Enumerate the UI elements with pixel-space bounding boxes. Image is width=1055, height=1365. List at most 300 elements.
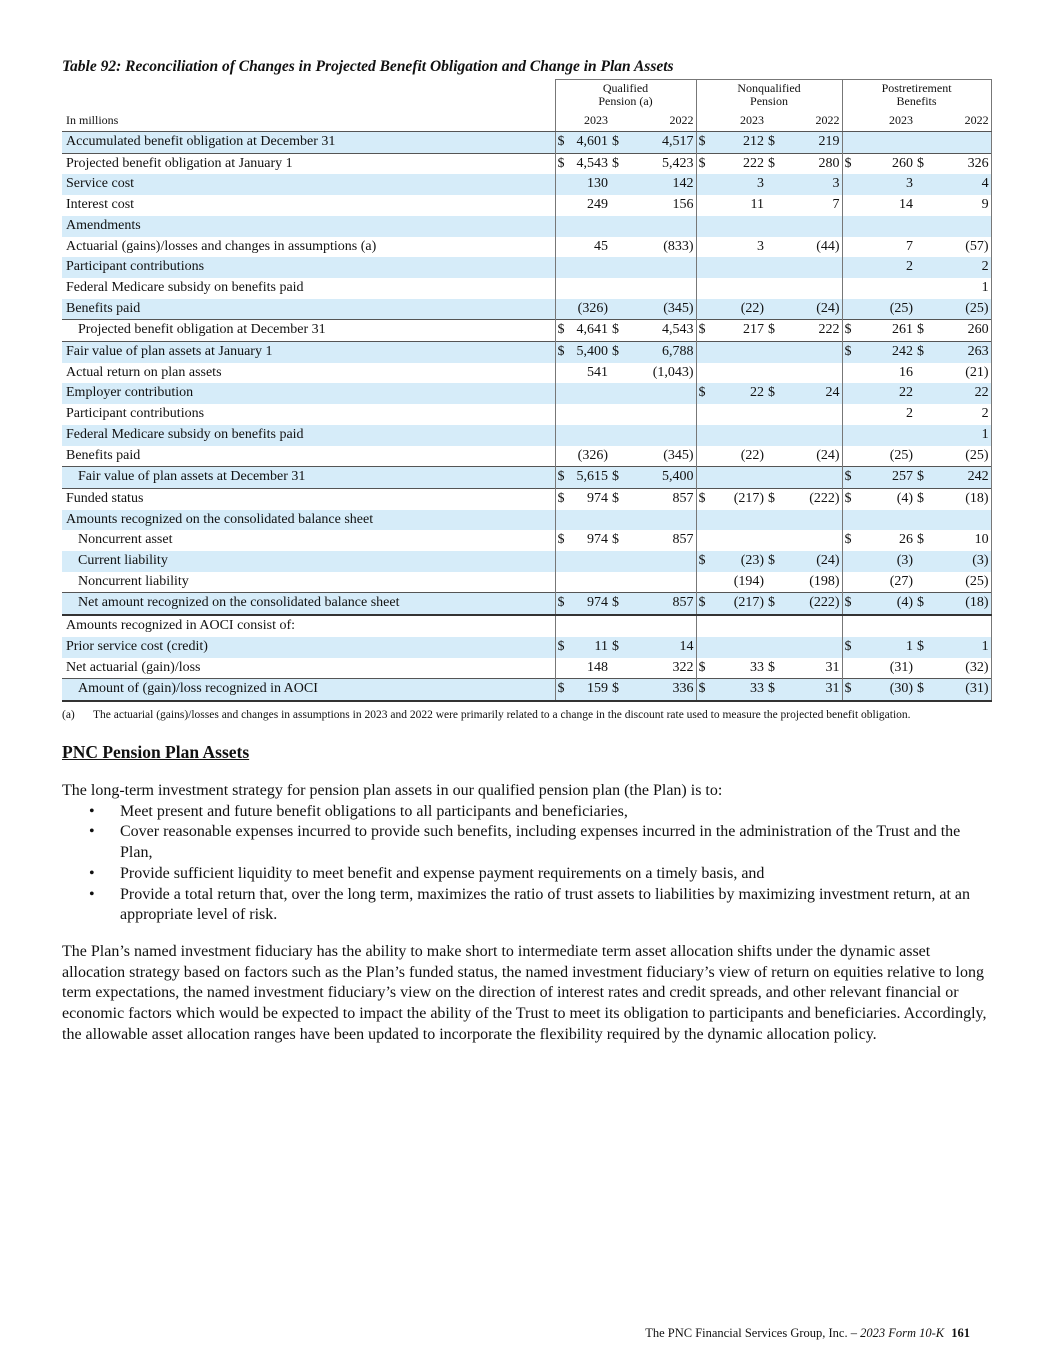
cell-value: [784, 278, 842, 299]
cell-value: 1: [859, 637, 915, 658]
cell-value: (222): [784, 488, 842, 509]
cell-value: 1: [933, 278, 991, 299]
list-item: [62, 864, 992, 885]
currency-symbol: [696, 299, 714, 320]
currency-symbol: $: [917, 532, 925, 548]
cell-value: 22: [933, 383, 991, 404]
cell-value: (326): [572, 299, 610, 320]
cell-value: 16: [899, 364, 914, 380]
currency-symbol: $: [766, 320, 784, 342]
row-label: Federal Medicare subsidy on benefits paid: [62, 425, 555, 446]
row-label: Federal Medicare subsidy on benefits paid: [66, 279, 304, 295]
table-row: [62, 257, 991, 278]
cell-value: (326): [577, 447, 608, 463]
cell-value: 242: [859, 342, 915, 363]
cell-value: 2: [906, 406, 914, 422]
cell-value: [628, 425, 696, 446]
row-label: Participant contributions: [66, 406, 205, 422]
cell-value: (4): [859, 593, 915, 615]
currency-symbol: [555, 174, 572, 195]
table-row: [62, 551, 991, 572]
cell-value: [859, 425, 915, 446]
cell-value: [933, 615, 991, 637]
bullet-marker: •: [89, 864, 95, 882]
currency-symbol: $: [555, 488, 572, 509]
cell-value: 6,788: [628, 342, 696, 363]
currency-symbol: [696, 278, 714, 299]
cell-value: [859, 278, 915, 299]
currency-symbol: $: [915, 320, 933, 342]
cell-value: [784, 510, 842, 531]
currency-symbol: $: [915, 342, 933, 363]
table-row: [62, 572, 991, 593]
cell-value: 260: [859, 153, 915, 174]
currency-symbol: [915, 425, 933, 446]
cell-value: 33: [714, 679, 766, 701]
currency-symbol: $: [915, 637, 933, 658]
cell-value: 857: [628, 488, 696, 509]
currency-symbol: [555, 572, 572, 593]
list-item: [62, 822, 992, 863]
cell-value: [784, 257, 842, 278]
cell-value: [859, 132, 915, 154]
cell-value: 7: [906, 238, 914, 254]
cell-value: (21): [933, 363, 991, 384]
currency-symbol: [555, 446, 572, 467]
cell-value: 3: [714, 174, 766, 195]
cell-value: [859, 510, 915, 531]
cell-value: (22): [714, 299, 766, 320]
currency-symbol: [842, 257, 859, 278]
currency-symbol: [555, 363, 572, 384]
currency-symbol: [766, 174, 784, 195]
table-row: [62, 153, 991, 174]
page-footer: [645, 1326, 970, 1341]
currency-symbol: [696, 195, 714, 216]
row-label: Accumulated benefit obligation at December 31: [62, 132, 555, 154]
cell-value: 148: [587, 659, 608, 675]
cell-value: 219: [784, 132, 842, 154]
row-label: Current liability: [62, 551, 555, 572]
cell-value: [784, 615, 842, 637]
cell-value: [859, 216, 915, 237]
currency-symbol: [696, 467, 714, 489]
cell-value: 249: [587, 197, 608, 213]
currency-symbol: $: [610, 593, 628, 615]
currency-symbol: [915, 446, 933, 467]
list-item: [62, 885, 992, 926]
currency-symbol: $: [555, 637, 572, 658]
table-row: [62, 278, 991, 299]
currency-symbol: $: [915, 593, 933, 615]
currency-symbol: [842, 615, 859, 637]
cell-value: [714, 216, 766, 237]
row-label: Noncurrent liability: [78, 573, 189, 589]
cell-value: 156: [672, 197, 694, 213]
table-row: [62, 195, 991, 216]
cell-value: 9: [933, 195, 991, 216]
table-row: [62, 593, 991, 615]
currency-symbol: $: [555, 593, 572, 615]
currency-symbol: $: [842, 320, 859, 342]
cell-value: [784, 342, 842, 363]
table-row: [62, 132, 991, 154]
cell-value: 222: [784, 320, 842, 342]
currency-symbol: [696, 510, 714, 531]
row-label: Projected benefit obligation at December 31: [62, 320, 555, 342]
currency-symbol: [610, 551, 628, 572]
currency-symbol: [842, 404, 859, 425]
currency-symbol: [915, 383, 933, 404]
table-group-header-row: [62, 80, 991, 111]
currency-symbol: [766, 637, 784, 658]
currency-symbol: [842, 132, 859, 154]
currency-symbol: $: [696, 132, 714, 154]
cell-value: [572, 216, 610, 237]
bullet-marker: •: [89, 885, 95, 903]
cell-value: [572, 572, 610, 593]
table-row: [62, 530, 991, 551]
cell-value: (32): [933, 658, 991, 679]
currency-symbol: [915, 174, 933, 195]
currency-symbol: $: [555, 467, 572, 489]
cell-value: [714, 467, 766, 489]
row-label: Amendments: [62, 216, 555, 237]
strategy-bullet-list: [62, 802, 992, 926]
currency-symbol: [555, 404, 572, 425]
currency-symbol: [766, 257, 784, 278]
cell-value: 33: [750, 659, 765, 675]
currency-symbol: $: [842, 342, 859, 363]
cell-value: 14: [899, 197, 914, 213]
currency-symbol: [555, 383, 572, 404]
cell-value: [628, 510, 696, 531]
currency-symbol: [696, 425, 714, 446]
cell-value: [628, 572, 696, 593]
cell-value: 22: [859, 383, 915, 404]
currency-symbol: $: [915, 153, 933, 174]
table-row: [62, 237, 991, 258]
footer-form: 2023 Form 10-K: [860, 1326, 945, 1340]
table-title: Table 92: Reconciliation of Changes in Projected Benefit Obligation and Change in Plan Assets: [62, 58, 674, 75]
cell-value: [784, 404, 842, 425]
cell-value: [933, 216, 991, 237]
currency-symbol: [766, 195, 784, 216]
currency-symbol: [842, 383, 859, 404]
cell-value: 222: [714, 153, 766, 174]
cell-value: (24): [784, 446, 842, 467]
bullet-text: Meet present and future benefit obligations to all participants and beneficiaries,: [120, 802, 628, 820]
currency-symbol: $: [610, 132, 628, 154]
row-label: Participant contributions: [62, 257, 555, 278]
cell-value: 857: [628, 593, 696, 615]
currency-symbol: $: [696, 593, 714, 615]
currency-symbol: [915, 404, 933, 425]
cell-value: 326: [933, 153, 991, 174]
currency-symbol: [555, 195, 572, 216]
cell-value: (57): [933, 237, 991, 258]
cell-value: (22): [740, 447, 765, 463]
currency-symbol: [696, 572, 714, 593]
currency-symbol: $: [610, 320, 628, 342]
currency-symbol: [766, 278, 784, 299]
cell-value: [714, 342, 766, 363]
footnote-text: The actuarial (gains)/losses and changes in assumptions in 2023 and 2022 were primarily related to a change in the discount rate used to measure the projected benefit obligation.: [93, 708, 911, 721]
cell-value: 11: [750, 197, 765, 213]
currency-symbol: [610, 195, 628, 216]
table-row: [62, 299, 991, 320]
cell-value: [784, 216, 842, 237]
cell-value: 5,400: [628, 467, 696, 489]
currency-symbol: [915, 299, 933, 320]
table-row: [62, 510, 991, 531]
cell-value: 142: [628, 174, 696, 195]
currency-symbol: $: [612, 532, 619, 548]
currency-symbol: [766, 467, 784, 489]
year-header: 2023: [696, 110, 766, 132]
table-row: [62, 342, 991, 363]
currency-symbol: [842, 446, 859, 467]
currency-symbol: $: [696, 658, 714, 679]
currency-symbol: [696, 404, 714, 425]
cell-value: (217): [714, 593, 766, 615]
cell-value: (217): [714, 488, 766, 509]
group-header-postretirement: Postretirement Benefits: [842, 80, 991, 111]
currency-symbol: [915, 363, 933, 384]
currency-symbol: [610, 278, 628, 299]
currency-symbol: $: [555, 153, 572, 174]
year-header: 2022: [610, 110, 696, 132]
cell-value: (222): [784, 593, 842, 615]
cell-value: 217: [714, 320, 766, 342]
cell-value: 2: [933, 404, 991, 425]
table-row: [62, 658, 991, 679]
currency-symbol: $: [555, 342, 572, 363]
currency-symbol: [610, 299, 628, 320]
cell-value: [933, 510, 991, 531]
row-label: Funded status: [62, 488, 555, 509]
cell-value: (833): [663, 238, 694, 254]
currency-symbol: [915, 216, 933, 237]
currency-symbol: [555, 510, 572, 531]
currency-symbol: $: [610, 679, 628, 701]
currency-symbol: $: [696, 679, 714, 701]
row-label: Actuarial (gains)/losses and changes in assumptions (a): [66, 238, 377, 254]
table-footnote: [62, 708, 992, 722]
cell-value: 322: [672, 659, 694, 675]
table-row: [62, 425, 991, 446]
currency-symbol: $: [696, 320, 714, 342]
currency-symbol: [915, 132, 933, 154]
currency-symbol: [610, 615, 628, 637]
cell-value: (198): [784, 572, 842, 593]
cell-value: (4): [859, 488, 915, 509]
cell-value: 974: [572, 593, 610, 615]
currency-symbol: [610, 257, 628, 278]
cell-value: [714, 404, 766, 425]
currency-symbol: [915, 551, 933, 572]
currency-symbol: $: [696, 551, 714, 572]
cell-value: [572, 383, 610, 404]
currency-symbol: [555, 237, 572, 258]
table-body: [62, 80, 991, 701]
currency-symbol: $: [555, 679, 572, 701]
cell-value: 242: [933, 467, 991, 489]
currency-symbol: $: [555, 530, 572, 551]
cell-value: [714, 257, 766, 278]
currency-symbol: [842, 510, 859, 531]
cell-value: (1,043): [652, 364, 694, 380]
year-header: 2022: [915, 110, 991, 132]
currency-symbol: $: [768, 659, 776, 675]
cell-value: 260: [933, 320, 991, 342]
cell-value: [784, 637, 842, 658]
cell-value: [784, 467, 842, 489]
currency-symbol: [610, 174, 628, 195]
row-label: Benefits paid: [66, 447, 141, 463]
unit-label: In millions: [62, 110, 555, 132]
cell-value: (345): [663, 447, 694, 463]
cell-value: [784, 363, 842, 384]
currency-symbol: [766, 572, 784, 593]
cell-value: 45: [594, 238, 608, 254]
cell-value: [714, 363, 766, 384]
cell-value: (24): [784, 299, 842, 320]
bullet-text: Provide a total return that, over the long term, maximizes the ratio of trust assets to liabilities by maximizing investment return, at an appropriate level of risk.: [120, 885, 971, 924]
cell-value: 11: [572, 637, 610, 658]
cell-value: [714, 615, 766, 637]
currency-symbol: [696, 257, 714, 278]
currency-symbol: [842, 572, 859, 593]
cell-value: 4,641: [572, 320, 610, 342]
cell-value: (18): [933, 488, 991, 509]
cell-value: [628, 257, 696, 278]
footer-company: The PNC Financial Services Group, Inc. –: [645, 1326, 857, 1340]
currency-symbol: $: [842, 467, 859, 489]
cell-value: 4,543: [572, 153, 610, 174]
currency-symbol: [555, 615, 572, 637]
cell-value: 1: [933, 425, 991, 446]
cell-value: 3: [784, 174, 842, 195]
bullet-marker: •: [89, 823, 95, 841]
year-header: 2023: [555, 110, 610, 132]
year-header: 2022: [766, 110, 842, 132]
currency-symbol: [696, 530, 714, 551]
cell-value: (27): [889, 573, 914, 589]
currency-symbol: [842, 299, 859, 320]
currency-symbol: $: [915, 488, 933, 509]
currency-symbol: [610, 658, 628, 679]
currency-symbol: [610, 572, 628, 593]
cell-value: 24: [784, 383, 842, 404]
cell-value: [628, 551, 696, 572]
cell-value: 212: [714, 132, 766, 154]
cell-value: 4: [933, 174, 991, 195]
currency-symbol: [610, 510, 628, 531]
currency-symbol: [610, 425, 628, 446]
document-page: [62, 58, 992, 1045]
group-header-nonqualified: Nonqualified Pension: [696, 80, 842, 111]
currency-symbol: [555, 216, 572, 237]
cell-value: [628, 216, 696, 237]
row-label: Fair value of plan assets at December 31: [62, 467, 555, 489]
currency-symbol: [555, 551, 572, 572]
section-paragraph: The Plan’s named investment fiduciary has the ability to make short to intermediate term asset allocation shifts under the dynamic asset allocation strategy based on factors such as the Plan’s funded status, the named investment fiduciary’s view of return on equities relative to long term expectations, the named investment fiduciary’s view on the direction of interest rates and credit spreads, and other relevant financial or economic factors which would be expected to impact the ability of the Trust to meet its obligation to participants and beneficiaries. Accordingly, the allowable asset allocation ranges have been updated to incorporate the flexibility required by the dynamic allocation policy.: [62, 942, 987, 1043]
currency-symbol: $: [555, 132, 572, 154]
currency-symbol: $: [696, 383, 714, 404]
cell-value: 974: [587, 532, 608, 548]
row-label: Interest cost: [66, 197, 135, 213]
currency-symbol: [766, 363, 784, 384]
currency-symbol: [610, 237, 628, 258]
cell-value: [628, 404, 696, 425]
page-number: 161: [951, 1326, 970, 1340]
row-label: Amounts recognized on the consolidated balance sheet: [62, 510, 555, 531]
reconciliation-table: [62, 79, 992, 702]
cell-value: [628, 615, 696, 637]
cell-value: (44): [784, 237, 842, 258]
cell-value: (25): [933, 572, 991, 593]
row-label: Amounts recognized in AOCI consist of:: [66, 618, 296, 634]
cell-value: 2: [933, 257, 991, 278]
cell-value: 261: [859, 320, 915, 342]
cell-value: 10: [933, 530, 991, 551]
currency-symbol: $: [842, 637, 859, 658]
currency-symbol: [842, 195, 859, 216]
currency-symbol: [842, 425, 859, 446]
cell-value: (194): [733, 573, 765, 589]
cell-value: [714, 278, 766, 299]
cell-value: (25): [933, 446, 991, 467]
table-row: [62, 363, 991, 384]
bullet-text: Provide sufficient liquidity to meet benefit and expense payment requirements on a timely basis, and: [120, 864, 765, 882]
currency-symbol: [842, 551, 859, 572]
currency-symbol: [842, 363, 859, 384]
group-header-qualified: Qualified Pension (a): [555, 80, 696, 111]
cell-value: 31: [784, 679, 842, 701]
section-heading: PNC Pension Plan Assets: [62, 741, 250, 762]
currency-symbol: [610, 446, 628, 467]
table-row: [62, 320, 991, 342]
currency-symbol: [555, 299, 572, 320]
bullet-text: Cover reasonable expenses incurred to provide such benefits, including expenses incurred in the administration of the Trust and the Plan,: [120, 823, 961, 862]
cell-value: 3: [757, 238, 765, 254]
row-label: Prior service cost (credit): [62, 637, 555, 658]
currency-symbol: $: [766, 383, 784, 404]
cell-value: [784, 530, 842, 551]
row-label: Benefits paid: [62, 299, 555, 320]
cell-value: [859, 615, 915, 637]
currency-symbol: $: [844, 532, 852, 548]
cell-value: 5,423: [628, 153, 696, 174]
table-row: [62, 488, 991, 509]
cell-value: 14: [628, 637, 696, 658]
currency-symbol: [766, 404, 784, 425]
currency-symbol: [842, 278, 859, 299]
section-intro: The long-term investment strategy for pension plan assets in our qualified pension plan (the Plan) is to:: [62, 781, 723, 799]
cell-value: 280: [784, 153, 842, 174]
currency-symbol: [915, 658, 933, 679]
footnote-marker: (a): [62, 708, 75, 721]
currency-symbol: [610, 383, 628, 404]
cell-value: 31: [784, 658, 842, 679]
row-label: Service cost: [62, 174, 555, 195]
currency-symbol: [610, 363, 628, 384]
list-item: [62, 802, 992, 823]
cell-value: [572, 551, 610, 572]
cell-value: [714, 510, 766, 531]
currency-symbol: [842, 237, 859, 258]
